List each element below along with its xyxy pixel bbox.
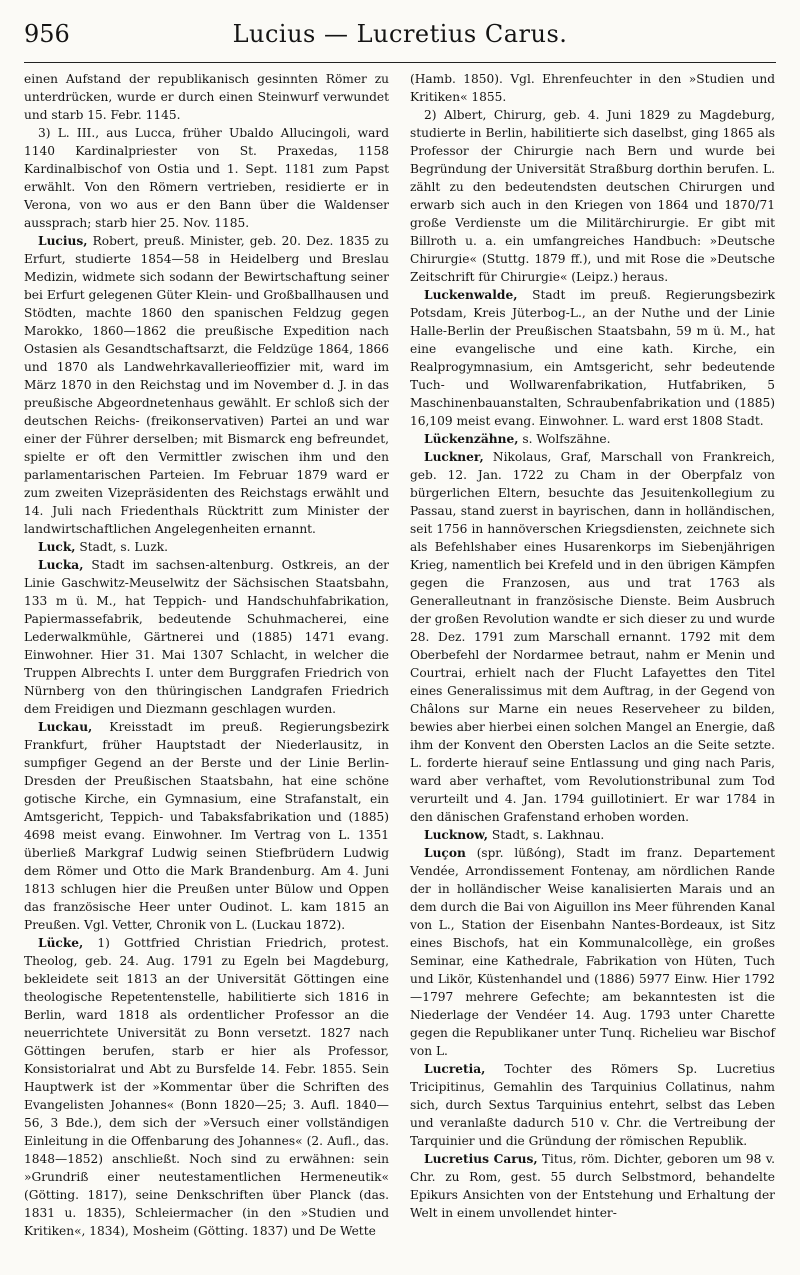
- dictionary-entry: [410, 1150, 775, 1222]
- entry-text: 1) Gottfried Christian Friedrich, protest. Theolog, geb. 24. Aug. 1791 zu Egeln bei Magdeburg, bekleidete seit 1813 an der Universität Göttingen eine theologische Repetentenstelle, habilitierte sich 1816 in Berlin, ward 1818 als ordentlicher Professor an die neuerrichtete Universität zu Bonn versetzt. 1827 nach Göttingen berufen, starb er hier als Professor, Konsistorialrat und Abt zu Bursfelde 14. Febr. 1855. Sein Hauptwerk ist der »Kommentar über die Schriften des Evangelisten Johannes« (Bonn 1820—25; 3. Aufl. 1840—56, 3 Bde.), dem sich der »Versuch einer vollständigen Einleitung in die Offenbarung des Johannes« (2. Aufl., das. 1848—1852) anschließt. Noch sind zu erwähnen: sein »Grundriß einer neutestamentlichen Hermeneutik« (Götting. 1817), seine Denkschriften über Planck (das. 1831 u. 1835), Schleiermacher (in den »Studien und Kritiken«, 1834), Mosheim (Götting. 1837) und De Wette: [24, 936, 389, 1238]
- dictionary-entry: [410, 1060, 775, 1150]
- page-header: [24, 18, 776, 56]
- entry-text: Stadt im preuß. Regierungsbezirk Potsdam, Kreis Jüterbog-L., an der Nuthe und der Linie Halle-Berlin der Preußischen Staatsbahn, 59 m ü. M., hat eine evangelische und eine kath. Kirche, ein Realprogymnasium, ein Amtsgericht, sehr bedeutende Tuch- und Wollwarenfabrikation, Hutfabriken, 5 Maschinenbauanstalten, Schraubenfabrikation und (1885) 16,109 meist evang. Einwohner. L. ward erst 1808 Stadt.: [410, 288, 775, 428]
- page-number: 956: [24, 20, 70, 48]
- entry-headword: Lucka,: [38, 558, 84, 572]
- dictionary-entry: [24, 556, 389, 718]
- entry-headword: Lückenzähne,: [424, 432, 519, 446]
- entry-text: Stadt im sachsen-altenburg. Ostkreis, an der Linie Gaschwitz-Meuselwitz der Sächsischen Staatsbahn, 133 m ü. M., hat Teppich- und Handschuhfabrikation, Papiermassefabrik, bedeutende Schuhmacherei, eine Lederwalkmühle, Gärtnerei und (1885) 1471 evang. Einwohner. Hier 31. Mai 1307 Schlacht, in welcher die Truppen Albrechts I. unter dem Burggrafen Friedrich von Nürnberg von den thüringischen Landgrafen Friedrich dem Freidigen und Diezmann geschlagen wurden.: [24, 558, 389, 716]
- dictionary-entry: [410, 826, 775, 844]
- dictionary-entry: [410, 286, 775, 430]
- entry-text: Tochter des Römers Sp. Lucretius Tricipitinus, Gemahlin des Tarquinius Collatinus, nahm sich, durch Sextus Tarquinius entehrt, selbst das Leben und veranlaßte dadurch 510 v. Chr. die Vertreibung der Tarquinier und die Gründung der römischen Republik.: [410, 1062, 775, 1148]
- header-rule: [24, 62, 776, 63]
- entry-text: , Stadt im franz. Departement Vendée, Arrondissement Fontenay, am nördlichen Rande der in holländischer Weise kanalisierten Marais und an dem durch die Bai von Aiguillon ins Meer führenden Kanal von L., Station der Eisenbahn Nantes-Bordeaux, ist Sitz eines Bischofs, hat ein Kommunalcollège, ein großes Seminar, eine Kathedrale, Fabrikation von Hüten, Tuch und Likör, Küstenhandel und (1886) 5977 Einw. Hier 1792—1797 mehrere Gefechte; am bekanntesten ist die Niederlage der Vendéer 14. Aug. 1793 unter Charette gegen die Republikaner unter Tunq. Richelieu war Bischof von L.: [410, 846, 776, 1058]
- entry-text: Stadt, s. Lakhnau.: [488, 828, 605, 842]
- left-column: [24, 70, 389, 1240]
- entry-text: (Hamb. 1850). Vgl. Ehrenfeuchter in den »Studien und Kritiken« 1855.: [410, 72, 775, 104]
- entry-headword: Luckau,: [38, 720, 93, 734]
- dictionary-entry: [410, 448, 775, 826]
- dictionary-entry: [24, 538, 389, 556]
- entry-headword: Lucretius Carus,: [424, 1152, 538, 1166]
- entry-headword: Lucretia,: [424, 1062, 486, 1076]
- dictionary-entry: [24, 70, 389, 124]
- entry-text: einen Aufstand der republikanisch gesinnten Römer zu unterdrücken, wurde er durch einen Steinwurf verwundet und starb 15. Febr. 1145.: [24, 72, 389, 122]
- dictionary-entry: [410, 106, 775, 286]
- dictionary-entry: [410, 430, 775, 448]
- entry-headword: Luçon: [424, 846, 466, 860]
- entry-headword: Luckner,: [424, 450, 484, 464]
- dictionary-entry: [24, 232, 389, 538]
- entry-text: Robert, preuß. Minister, geb. 20. Dez. 1835 zu Erfurt, studierte 1854—58 in Heidelberg und Breslau Medizin, widmete sich sodann der Bewirtschaftung seiner bei Erfurt gelegenen Güter Klein- und Großballhausen und Stödten, machte 1860 den spanischen Feldzug gegen Marokko, 1860—1862 die preußische Expedition nach Ostasien als Gesandtschaftsarzt, die Feldzüge 1864, 1866 und 1870 als Landwehrkavallerieoffizier mit, ward im März 1870 in den Reichstag und im November d. J. in das preußische Abgeordnetenhaus gewählt. Er schloß sich der deutschen Reichs- (freikonservativen) Partei an und war einer der Führer derselben; mit Bismarck eng befreundet, spielte er oft den Vermittler zwischen ihm und den parlamentarischen Parteien. Im Februar 1879 ward er zum zweiten Vizepräsidenten des Reichstags erwählt und 14. Juli nach Friedenthals Rücktritt zum Minister der landwirtschaftlichen Angelegenheiten ernannt.: [24, 234, 389, 536]
- right-column: [410, 70, 775, 1222]
- entry-text: Kreisstadt im preuß. Regierungsbezirk Frankfurt, früher Hauptstadt der Niederlausitz, in sumpfiger Gegend an der Berste und der Linie Berlin-Dresden der Preußischen Staatsbahn, hat eine schöne gotische Kirche, ein Gymnasium, eine Strafanstalt, ein Amtsgericht, Teppich- und Tabaksfabrikation und (1885) 4698 meist evang. Einwohner. Im Vertrag von L. 1351 überließ Markgraf Ludwig seinen Stiefbrüdern Ludwig dem Römer und Otto die Mark Brandenburg. Am 4. Juni 1813 schlugen hier die Preußen unter Bülow und Oppen das französische Heer unter Oudinot. L. kam 1815 an Preußen. Vgl. Vetter, Chronik von L. (Luckau 1872).: [24, 720, 389, 932]
- entry-headword: Luck,: [38, 540, 76, 554]
- dictionary-entry: [24, 934, 389, 1240]
- entry-text: Stadt, s. Luzk.: [75, 540, 169, 554]
- entry-headword: Luckenwalde,: [424, 288, 518, 302]
- dictionary-entry: [24, 124, 389, 232]
- entry-headword: Lücke,: [38, 936, 84, 950]
- dictionary-entry: [24, 718, 389, 934]
- entry-headword: Lucius,: [38, 234, 88, 248]
- entry-text: Titus, röm. Dichter, geboren um 98 v. Chr. zu Rom, gest. 55 durch Selbstmord, behandelte Epikurs Ansichten von der Entstehung und Erhaltung der Welt in einem unvollendet hinter-: [410, 1152, 776, 1220]
- entry-text: 2) Albert, Chirurg, geb. 4. Juni 1829 zu Magdeburg, studierte in Berlin, habilitierte sich daselbst, ging 1865 als Professor der Chirurgie nach Bern und wurde bei Begründung der Universität Straßburg dorthin berufen. L. zählt zu den bedeutendsten deutschen Chirurgen und erwarb sich auch in den Kriegen von 1864 und 1870/71 große Verdienste um die Militärchirurgie. Er gibt mit Billroth u. a. ein umfangreiches Handbuch: »Deutsche Chirurgie« (Stuttg. 1879 ff.), und mit Rose die »Deutsche Zeitschrift für Chirurgie« (Leipz.) heraus.: [410, 108, 775, 284]
- dictionary-entry: [410, 844, 775, 1060]
- entry-headword: Lucknow,: [424, 828, 489, 842]
- entry-text: s. Wolfszähne.: [518, 432, 611, 446]
- entry-text: Nikolaus, Graf, Marschall von Frankreich, geb. 12. Jan. 1722 zu Cham in der Oberpfalz von bürgerlichen Eltern, besuchte das Jesuitenkollegium zu Passau, stand zuerst in bayrischen, dann in holländischen, seit 1756 in hannöverschen Kriegsdiensten, zeichnete sich als Befehlshaber eines Husarenkorps im Siebenjährigen Krieg, namentlich bei Krefeld und in den übrigen Kämpfen gegen die Franzosen, aus und trat 1763 als Generalleutnant in französische Dienste. Beim Ausbruch der großen Revolution wandte er sich dieser zu und wurde 28. Dez. 1791 zum Marschall ernannt. 1792 mit dem Oberbefehl der Nordarmee betraut, nahm er Menin und Courtrai, erhielt nach der Flucht Lafayettes den Titel eines Generalissimus mit dem Auftrag, in der Gegend von Châlons sur Marne ein neues Reserveheer zu bilden, bewies aber hierbei einen solchen Mangel an Energie, daß ihm der Konvent den Obersten Laclos an die Seite setzte. L. forderte hierauf seine Entlassung und ging nach Paris, ward aber verhaftet, vom Revolutionstribunal zum Tod verurteilt und 4. Jan. 1794 guillotiniert. Er war 1784 in den dänischen Grafenstand erhoben worden.: [410, 450, 775, 824]
- pronunciation-note: (spr. lüßóng): [465, 846, 562, 860]
- entry-text: 3) L. III., aus Lucca, früher Ubaldo Allucingoli, ward 1140 Kardinalpriester von St. Praxedas, 1158 Kardinalbischof von Ostia und 1. Sept. 1181 zum Papst erwählt. Von den Römern vertrieben, residierte er in Verona, von wo aus er den Bann über die Waldenser aussprach; starb hier 25. Nov. 1185.: [24, 126, 389, 230]
- running-title: Lucius — Lucretius Carus.: [232, 20, 568, 48]
- dictionary-entry: [410, 70, 775, 106]
